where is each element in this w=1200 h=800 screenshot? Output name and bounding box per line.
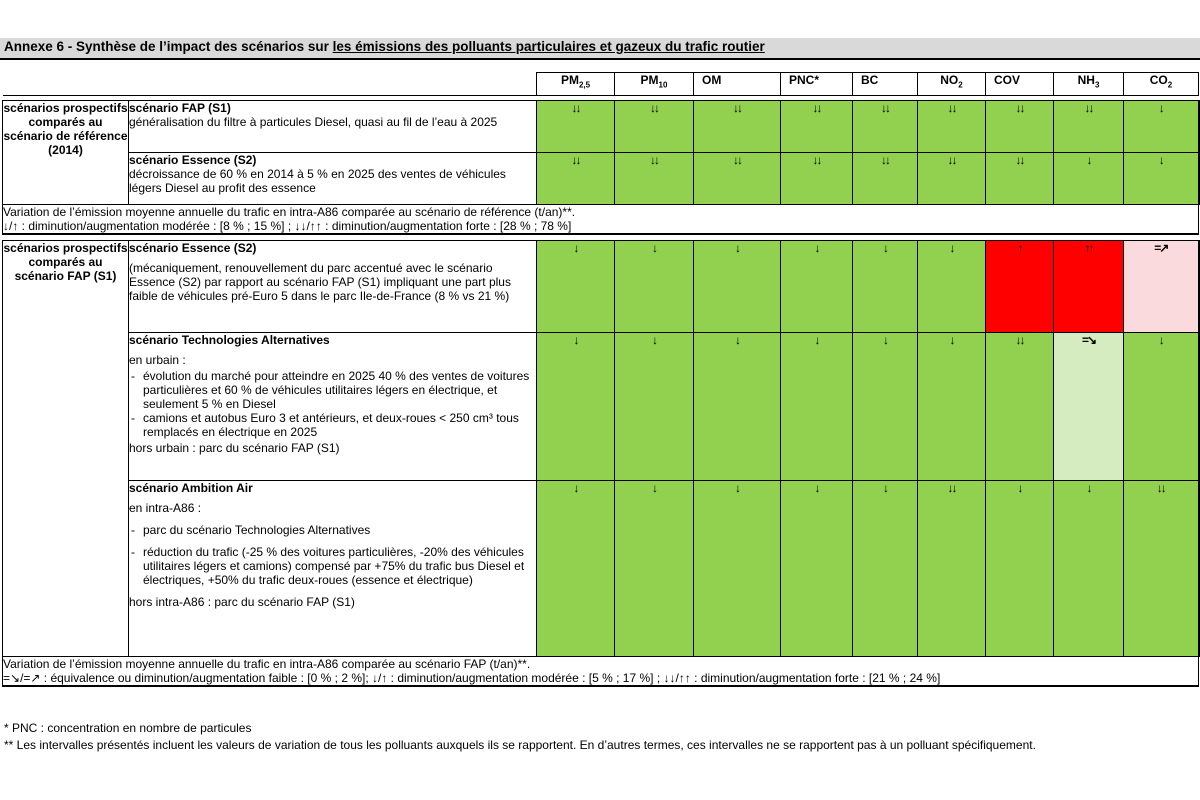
- impact-cell: ↓↓: [918, 153, 986, 205]
- scenario-name: scénario Essence (S2): [129, 153, 257, 167]
- column-label: COV: [994, 73, 1021, 87]
- scenario-text: (mécaniquement, renouvellement du parc accentué avec le scénario Essence (S2) par rapport au scénario FAP (S1) impliquant une part plus faible de véhicules pré-Euro 5 dans le parc Ile-de-France (8 % vs 21 %): [129, 261, 511, 303]
- scenario-description: [129, 481, 537, 657]
- impact-cell: ↓: [537, 481, 615, 657]
- impact-cell: ↓: [694, 241, 781, 333]
- impact-cell: ↓: [615, 333, 694, 481]
- impact-cell: ↓: [986, 481, 1054, 657]
- column-label: CO: [1149, 73, 1168, 87]
- column-label: NO: [940, 73, 959, 87]
- scenario-description: [129, 241, 537, 333]
- scenario-outro: hors intra-A86 : parc du scénario FAP (S1): [129, 595, 355, 609]
- column-header: [1124, 73, 1199, 96]
- impact-cell: ↓: [781, 241, 853, 333]
- impact-cell: ↓↓: [853, 101, 918, 153]
- impact-cell: ↓: [781, 333, 853, 481]
- impact-cell: ↓: [853, 481, 918, 657]
- header-row: [3, 73, 1199, 96]
- impact-cell: ↓↓: [694, 153, 781, 205]
- legend-line-2: ↓/↑ : diminution/augmentation modérée : [8 % ; 15 %] ; ↓↓/↑↑ : diminution/augmentation forte : [28 % ; 78 %]: [3, 219, 572, 233]
- impact-cell: ↓: [1054, 481, 1124, 657]
- column-subscript: 2,5: [578, 80, 591, 90]
- column-header: [615, 73, 694, 96]
- scenario-row: [3, 481, 1199, 657]
- impact-cell: ↓↓: [537, 153, 615, 205]
- footnote-pnc: * PNC : concentration en nombre de particules: [4, 721, 252, 735]
- scenario-text: généralisation du filtre à particules Diesel, quasi au fil de l’eau à 2025: [129, 115, 498, 129]
- list-item: - réduction du trafic (-25 % des voitures particulières, -20% des véhicules utilitaires légers et camions) compensé par +75% du trafic bus Diesel et électriques, +50% du trafic deux-roues (essence et électrique): [129, 545, 536, 587]
- column-header: [986, 73, 1054, 96]
- scenario-name: scénario Technologies Alternatives: [129, 333, 330, 347]
- list-item: - parc du scénario Technologies Alternatives: [129, 523, 536, 537]
- scenario-name: scénario Ambition Air: [129, 481, 253, 495]
- impact-cell: ↓: [694, 481, 781, 657]
- scenario-name: scénario FAP (S1): [129, 101, 231, 115]
- column-label: PM: [640, 73, 659, 87]
- scenario-description: [129, 333, 537, 481]
- impact-cell: ↓: [853, 333, 918, 481]
- column-label: NH: [1077, 73, 1095, 87]
- scenario-intro: en urbain :: [129, 353, 186, 367]
- impact-table: [2, 72, 1200, 687]
- table-body: [3, 73, 1199, 687]
- impact-cell: ↓: [1124, 333, 1199, 481]
- scenario-row: [3, 101, 1199, 153]
- list-item: - camions et autobus Euro 3 et antérieurs, et deux-roues < 250 cm³ tous remplacés en électrique en 2025: [129, 411, 536, 439]
- impact-cell: ↓: [918, 333, 986, 481]
- impact-cell: ↓↓: [986, 333, 1054, 481]
- legend-line-1: Variation de l’émission moyenne annuelle du trafic en intra-A86 comparée au scénario FAP (t/an)**.: [3, 657, 531, 671]
- impact-cell: ↓: [853, 241, 918, 333]
- impact-cell: ↓↓: [1124, 481, 1199, 657]
- impact-cell: ↓↓: [986, 101, 1054, 153]
- column-label: OM: [702, 73, 722, 87]
- title-prefix: Annexe 6 - Synthèse de l’impact des scénarios sur: [4, 39, 333, 54]
- impact-cell: ↓↓: [918, 101, 986, 153]
- impact-cell: ↓↓: [781, 101, 853, 153]
- column-header: [694, 73, 781, 96]
- column-header: [1054, 73, 1124, 96]
- impact-cell: ↓: [537, 241, 615, 333]
- scenario-description: [129, 153, 537, 205]
- footnote-intervals: ** Les intervalles présentés incluent les valeurs de variation de tous les polluants auxquels ils se rapportent. En d’autres termes, ces intervalles ne se rapportent pas à un polluant spécifiquement.: [4, 738, 1036, 752]
- impact-cell: ↓↓: [781, 153, 853, 205]
- scenario-row: [3, 153, 1199, 205]
- impact-cell: ↓↓: [694, 101, 781, 153]
- column-subscript: 2: [1167, 80, 1173, 90]
- impact-cell: ↑↑: [1054, 241, 1124, 333]
- scenario-row: [3, 241, 1199, 333]
- impact-cell: ↓↓: [853, 153, 918, 205]
- column-subscript: 3: [1094, 80, 1100, 90]
- legend-line-1: Variation de l’émission moyenne annuelle du trafic en intra-A86 comparée au scénario de référence (t/an)**.: [3, 205, 576, 219]
- section-label: scénarios prospectifs comparés au scénario de référence (2014): [3, 101, 129, 205]
- scenario-list: [129, 369, 536, 439]
- list-item: - évolution du marché pour atteindre en 2025 40 % des ventes de voitures particulières et 60 % de véhicules utilitaires légers en électrique, et seulement 5 % en Diesel: [129, 369, 536, 411]
- column-label: PM: [560, 73, 579, 87]
- legend-row: [3, 205, 1199, 235]
- column-label: BC: [861, 73, 879, 87]
- impact-cell: ↓↓: [615, 153, 694, 205]
- scenario-description: [129, 101, 537, 153]
- legend-note: [3, 657, 1199, 687]
- impact-cell: ↓↓: [1054, 101, 1124, 153]
- legend-note: [3, 205, 1199, 235]
- impact-cell: =↗: [1124, 241, 1199, 333]
- legend-line-2: =↘/=↗ : équivalence ou diminution/augmentation faible : [0 % ; 2 %]; ↓/↑ : diminution/augmentation modérée : [5 % ; 17 %] ; ↓↓/↑↑ : diminution/augmentation forte : [21 % ; 24 %]: [3, 671, 941, 685]
- impact-cell: ↓: [615, 241, 694, 333]
- impact-cell: ↓: [1124, 101, 1199, 153]
- impact-cell: ↑: [986, 241, 1054, 333]
- impact-cell: ↓: [694, 333, 781, 481]
- scenario-outro: hors urbain : parc du scénario FAP (S1): [129, 441, 340, 455]
- legend-row: [3, 657, 1199, 687]
- scenario-list: [129, 523, 536, 587]
- column-header: [781, 73, 853, 96]
- impact-cell: ↓: [1054, 153, 1124, 205]
- scenario-name: scénario Essence (S2): [129, 241, 257, 255]
- section-label: scénarios prospectifs comparés au scénario FAP (S1): [3, 241, 129, 657]
- scenario-text: décroissance de 60 % en 2014 à 5 % en 2025 des ventes de véhicules légers Diesel au profit des essence: [129, 167, 506, 195]
- scenario-row: [3, 333, 1199, 481]
- column-subscript: 10: [658, 80, 668, 90]
- column-header: [918, 73, 986, 96]
- page-title: [4, 39, 765, 54]
- impact-cell: =↘: [1054, 333, 1124, 481]
- column-subscript: 2: [958, 80, 963, 90]
- impact-cell: ↓: [537, 333, 615, 481]
- impact-cell: ↓: [781, 481, 853, 657]
- scenario-intro: en intra-A86 :: [129, 501, 202, 515]
- impact-cell: ↓: [615, 481, 694, 657]
- title-underlined: les émissions des polluants particulaires et gazeux du trafic routier: [332, 39, 765, 54]
- column-label: PNC*: [789, 73, 820, 87]
- impact-cell: ↓↓: [615, 101, 694, 153]
- impact-cell: ↓: [1124, 153, 1199, 205]
- column-header: [853, 73, 918, 96]
- impact-cell: ↓↓: [918, 481, 986, 657]
- impact-cell: ↓↓: [537, 101, 615, 153]
- impact-cell: ↓↓: [986, 153, 1054, 205]
- column-header: [537, 73, 615, 96]
- impact-cell: ↓: [918, 241, 986, 333]
